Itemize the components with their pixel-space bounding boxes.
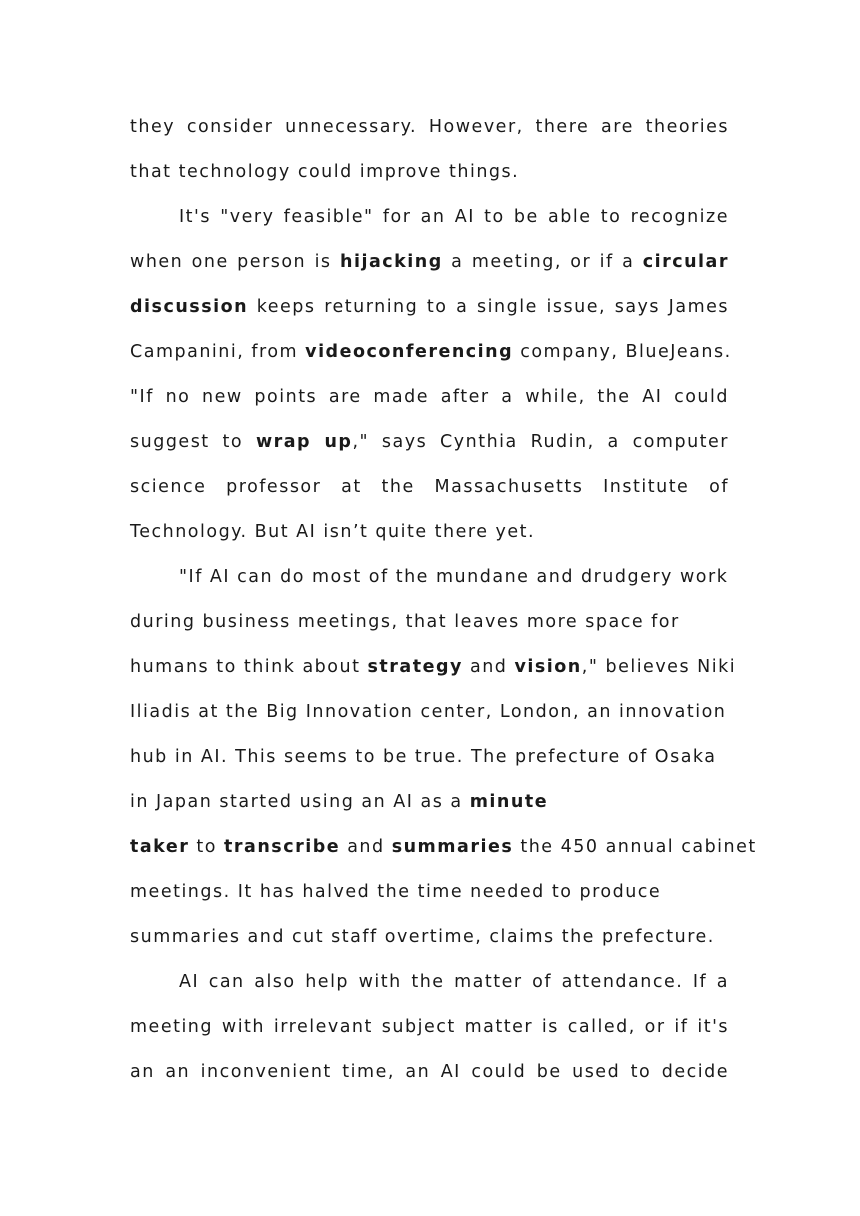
text-line	[130, 375, 729, 420]
text-run: company, BlueJeans.	[513, 342, 732, 362]
text-run: science professor at the Massachusetts Institute of	[130, 477, 729, 497]
text-run: an an inconvenient time, an AI could be used to decide	[130, 1062, 729, 1082]
text-run: ," says Cynthia Rudin, a computer	[352, 432, 729, 452]
bold-term: wrap up	[255, 432, 353, 452]
text-run: the 450 annual cabinet	[513, 837, 757, 857]
text-line	[130, 150, 729, 195]
text-run: Technology. But AI isn’t quite there yet.	[130, 522, 536, 542]
text-line	[130, 555, 729, 600]
text-run: summaries and cut staff overtime, claims the prefecture.	[130, 927, 715, 947]
text-line	[130, 645, 737, 690]
body-text	[130, 105, 757, 1095]
text-run: "If AI can do most of the mundane and drudgery work	[179, 567, 729, 587]
text-line	[130, 600, 729, 645]
text-run: and	[462, 657, 515, 677]
bold-term: vision	[514, 657, 582, 677]
bold-term: hijacking	[339, 252, 443, 272]
text-line	[130, 915, 729, 960]
bold-term: taker	[130, 837, 190, 857]
bold-term: circular	[642, 252, 729, 272]
text-line	[130, 465, 729, 510]
text-line	[130, 195, 729, 240]
text-line	[130, 285, 729, 330]
text-line	[130, 960, 729, 1005]
text-run: ," believes Niki	[581, 657, 737, 677]
bold-term: summaries	[391, 837, 514, 857]
text-run: It's "very feasible" for an AI to be able to recognize	[179, 207, 729, 227]
text-line	[130, 420, 729, 465]
bold-term: discussion	[130, 297, 249, 317]
bold-term: transcribe	[224, 837, 341, 857]
text-line	[130, 870, 729, 915]
text-run: humans to think about	[130, 657, 368, 677]
text-line	[130, 1050, 729, 1095]
text-run: AI can also help with the matter of attendance. If a	[179, 972, 729, 992]
text-run: keeps returning to a single issue, says James	[248, 297, 729, 317]
text-line	[130, 330, 732, 375]
text-run: a meeting, or if a	[442, 252, 643, 272]
text-run: and	[340, 837, 392, 857]
text-line	[130, 780, 729, 825]
bold-term: minute	[469, 792, 549, 812]
text-line	[130, 105, 729, 150]
text-run: "If no new points are made after a while, the AI could	[130, 387, 729, 407]
text-run: that technology could improve things.	[130, 162, 520, 182]
text-line	[130, 825, 757, 870]
text-run: Campanini, from	[130, 342, 306, 362]
text-run: meeting with irrelevant subject matter is called, or if it's	[130, 1017, 729, 1037]
text-run: suggest to	[130, 432, 256, 452]
text-run: meetings. It has halved the time needed to produce	[130, 882, 662, 902]
bold-term: videoconferencing	[305, 342, 514, 362]
text-run: hub in AI. This seems to be true. The prefecture of Osaka	[130, 747, 717, 767]
text-line	[130, 510, 729, 555]
text-line	[130, 1005, 729, 1050]
text-run: to	[189, 837, 225, 857]
bold-term: strategy	[367, 657, 463, 677]
text-line	[130, 690, 729, 735]
text-run: in Japan started using an AI as a	[130, 792, 470, 812]
text-run: when one person is	[130, 252, 340, 272]
text-run: during business meetings, that leaves more space for	[130, 612, 680, 632]
text-run: they consider unnecessary. However, there are theories	[130, 117, 729, 137]
text-line	[130, 735, 729, 780]
text-line	[130, 240, 729, 285]
text-run: Iliadis at the Big Innovation center, London, an innovation	[130, 702, 727, 722]
